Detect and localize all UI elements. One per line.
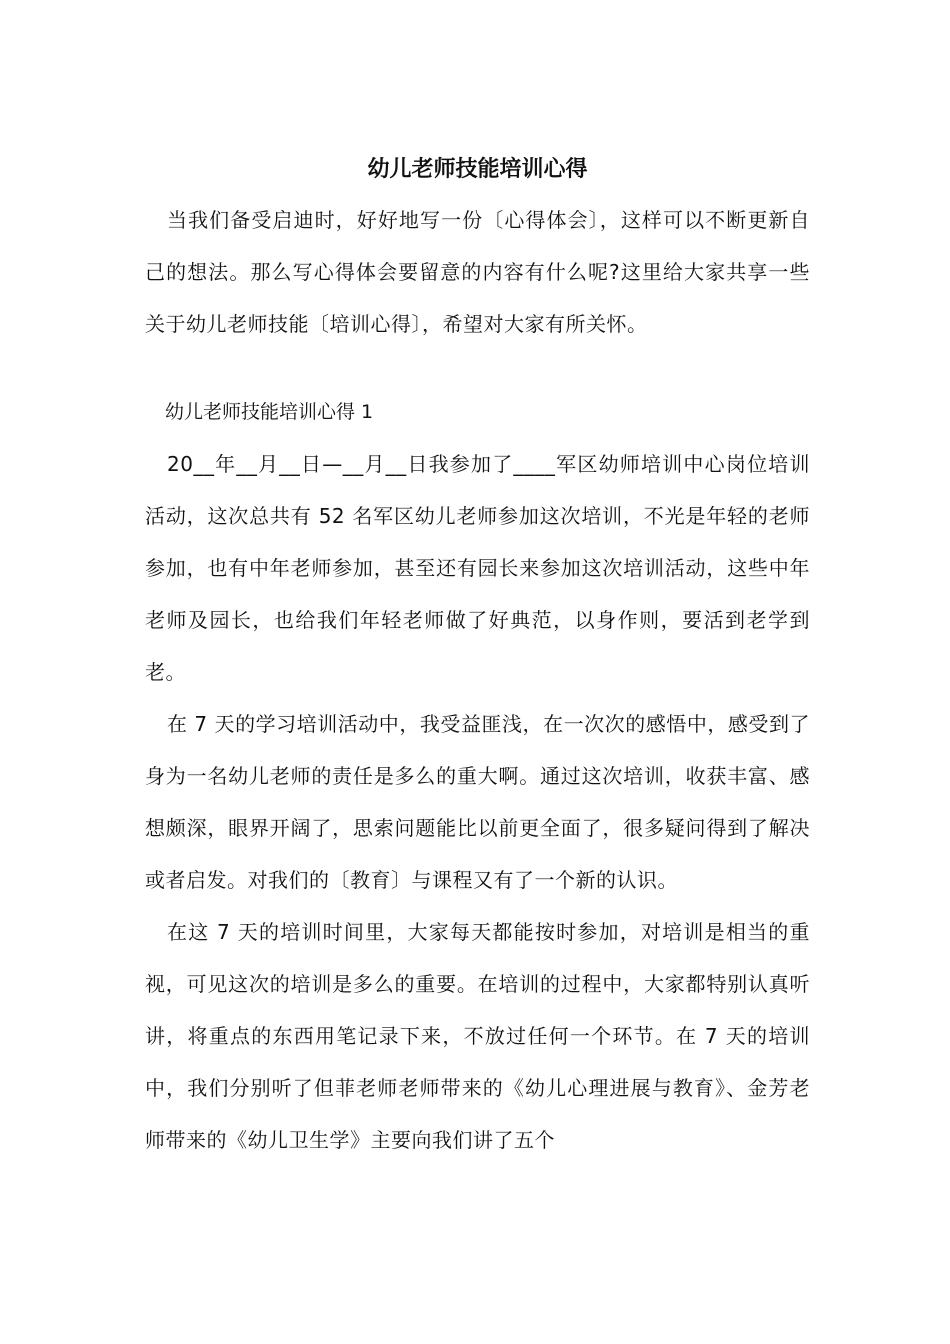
intro-paragraph: 当我们备受启迪时，好好地写一份〔心得体会〕，这样可以不断更新自己的想法。那么写心得体会要留意的内容有什么呢?这里给大家共享一些关于幼儿老师技能〔培训心得〕，希望对大家有所关怀。 (145, 208, 810, 336)
section-heading: 幼儿老师技能培训心得 1 (165, 401, 374, 423)
document-body (145, 150, 810, 1166)
body-paragraph-3: 在这 7 天的培训时间里，大家每天都能按时参加，对培训是相当的重视，可见这次的培训是多么的重要。在培训的过程中，大家都特别认真听讲，将重点的东西用笔记录下来，不放过任何一个环节。在 7 天的培训中，我们分别听了但菲老师老师带来的《幼儿心理进展与教育》、金芳老师带来的《幼儿卫生学》主要向我们讲了五个 (145, 920, 810, 1152)
body-paragraph-1: 20__年__月__日—__月__日我参加了____军区幼师培训中心岗位培训活动，这次总共有 52 名军区幼儿老师参加这次培训，不光是年轻的老师参加，也有中年老师参加，甚至还有园长来参加这次培训活动，这些中年老师及园长，也给我们年轻老师做了好典范，以身作则，要活到老学到老。 (145, 452, 810, 684)
body-paragraph-2: 在 7 天的学习培训活动中，我受益匪浅，在一次次的感悟中，感受到了身为一名幼儿老师的责任是多么的重大啊。通过这次培训，收获丰富、感想颇深，眼界开阔了，思索问题能比以前更全面了，很多疑问得到了解决或者启发。对我们的〔教育〕与课程又有了一个新的认识。 (145, 712, 810, 892)
document-title: 幼儿老师技能培训心得 (367, 157, 588, 182)
